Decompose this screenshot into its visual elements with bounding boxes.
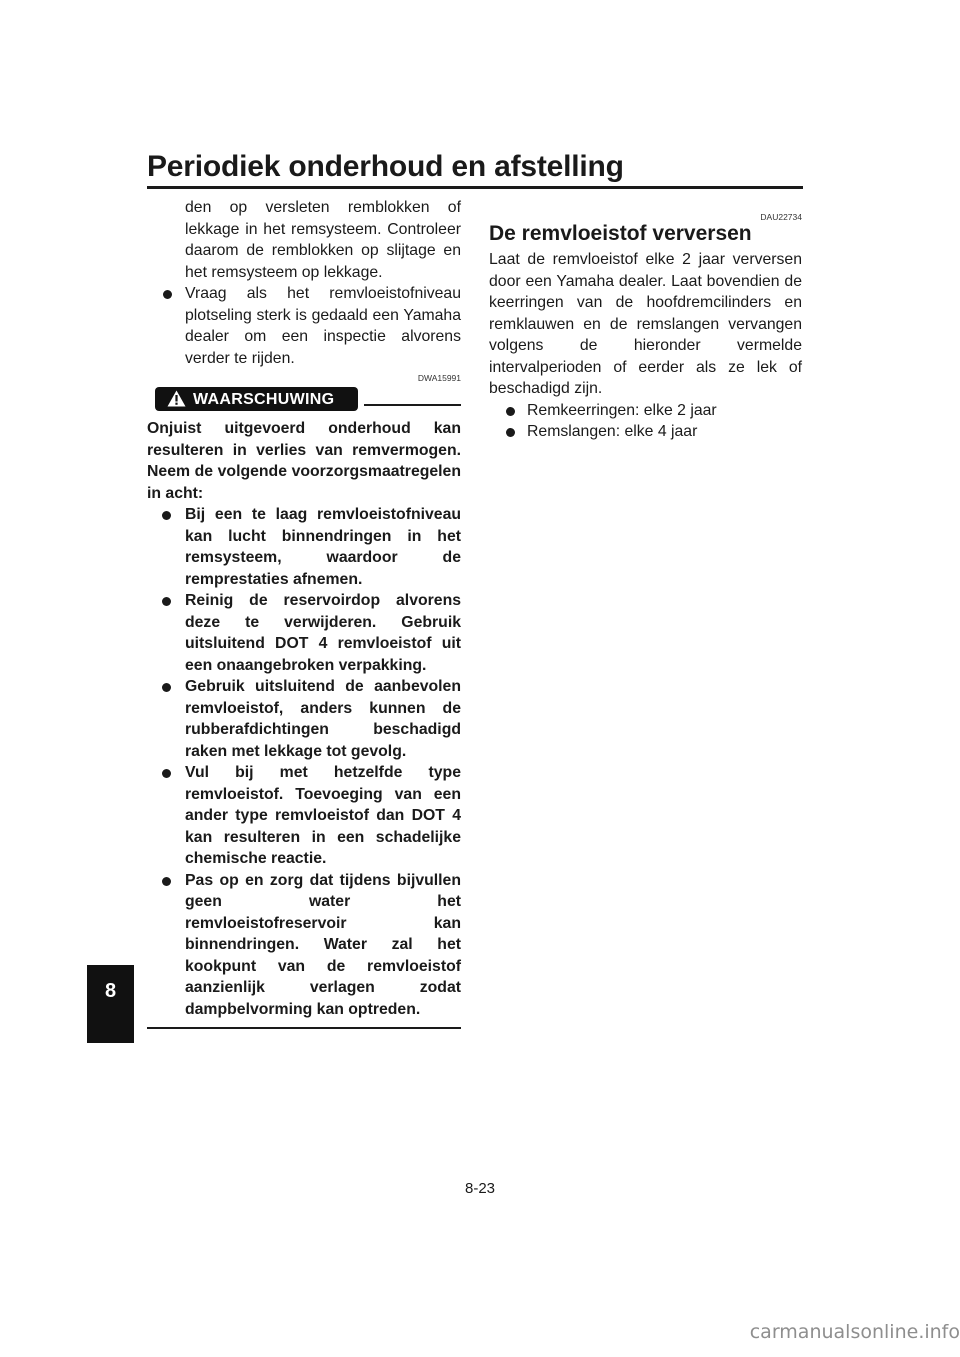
warning-badge: [155, 387, 358, 411]
warning-label: WAARSCHUWING: [193, 391, 335, 408]
section-paragraph: Laat de remvloeistof elke 2 jaar verversen door een Yamaha dealer. Laat bovendien de keerringen van de hoofdremcilinders en remklauwen en de remslangen vervangen volgens de hieronder vermelde intervalperioden of eerder als ze lek of beschadigd zijn.: [489, 251, 802, 397]
page-number: 8-23: [464, 1180, 496, 1197]
list-item: Remslangen: elke 4 jaar: [489, 421, 802, 443]
list-item: Remkeerringen: elke 2 jaar: [489, 400, 802, 422]
chapter-number: 8: [104, 980, 117, 1002]
left-bullet-list: [147, 283, 461, 369]
title-rule: [147, 186, 803, 189]
list-item: Reinig de reservoirdop alvorens deze te verwijderen. Gebruik uitsluitend DOT 4 remvloeistof uit een onaangebroken verpakking.: [147, 590, 461, 676]
page-title: Periodiek onderhoud en afstelling: [147, 150, 624, 183]
continuation-text: den op versleten remblokken of lekkage in het remsysteem. Controleer daarom de remblokken op slijtage en het remsysteem op lekkage.: [185, 199, 461, 281]
right-column: [489, 212, 802, 443]
watermark: carmanualsonline.info: [749, 1321, 960, 1343]
warning-rule: [364, 404, 461, 406]
warning-body: [147, 418, 461, 1029]
list-item: Bij een te laag remvloeistofniveau kan lucht binnendringen in het remsysteem, waardoor de remprestaties afnemen.: [147, 504, 461, 590]
section-title: De remvloeistof verversen: [489, 222, 752, 245]
list-item: Gebruik uitsluitend de aanbevolen remvloeistof, anders kunnen de rubberafdichtingen beschadigd raken met lekkage tot gevolg.: [147, 676, 461, 762]
list-item: Vul bij met hetzelfde type remvloeistof. Toevoeging van een ander type remvloeistof dan DOT 4 kan resulteren in een schadelijke chemische reactie.: [147, 762, 461, 870]
warning-bullet-list: [147, 504, 461, 1020]
warning-header: [147, 387, 461, 417]
chapter-tab: [87, 965, 134, 1043]
left-column: [147, 197, 461, 1029]
warning-intro: Onjuist uitgevoerd onderhoud kan resulteren in verlies van remvermogen. Neem de volgende voorzorgsmaatregelen in acht:: [147, 420, 461, 502]
warning-triangle-icon: [167, 390, 186, 407]
warning-bottom-rule: [147, 1027, 461, 1029]
right-bullet-list: [489, 400, 802, 443]
list-item: Vraag als het remvloeistofniveau plotseling sterk is gedaald een Yamaha dealer om een inspectie alvorens verder te rijden.: [147, 283, 461, 369]
section-code: DAU22734: [760, 212, 802, 222]
list-item: Pas op en zorg dat tijdens bijvullen geen water het remvloeistofreservoir kan binnendringen. Water zal het kookpunt van de remvloeistof aanzienlijk verlagen zodat dampbelvorming kan optreden.: [147, 870, 461, 1021]
warning-code: DWA15991: [417, 373, 461, 383]
